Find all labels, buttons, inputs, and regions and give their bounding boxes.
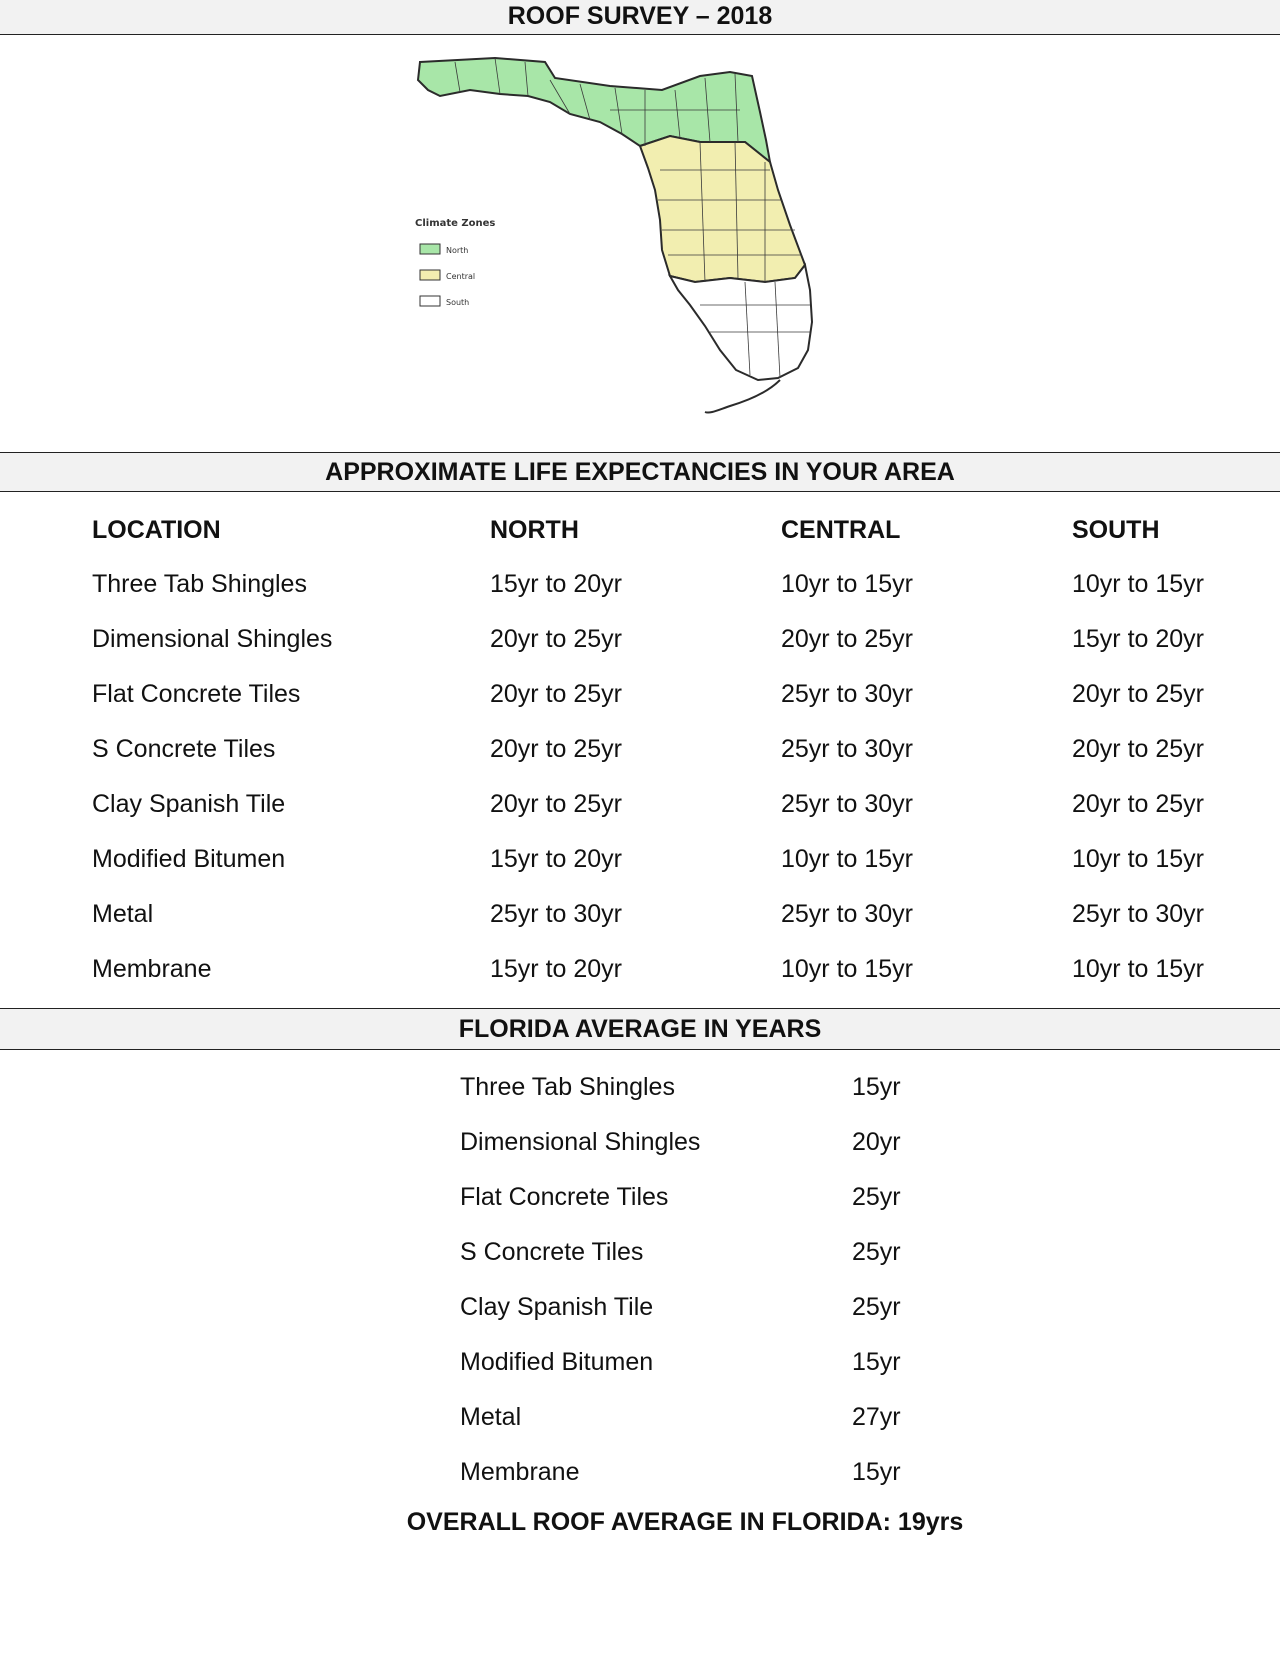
cell-location: Dimensional Shingles (92, 625, 333, 653)
legend-swatch-central (420, 270, 440, 280)
cell-average-years: 15yr (852, 1073, 901, 1101)
florida-climate-zone-map (400, 50, 870, 430)
overall-average: OVERALL ROOF AVERAGE IN FLORIDA: 19yrs (406, 1508, 964, 1536)
cell-average-years: 25yr (852, 1183, 901, 1211)
cell-location: Modified Bitumen (92, 845, 286, 873)
cell-roof-type: Metal (460, 1403, 522, 1431)
table-row (92, 667, 1272, 722)
page-title: ROOF SURVEY – 2018 (0, 0, 1280, 35)
cell-south: 25yr to 30yr (1072, 900, 1205, 928)
cell-south: 10yr to 15yr (1072, 570, 1205, 598)
florida-average-header: FLORIDA AVERAGE IN YEARS (0, 1008, 1280, 1050)
map-legend-title: Climate Zones (415, 218, 496, 229)
table-row (460, 1060, 972, 1115)
cell-location: Metal (92, 900, 154, 928)
legend-label-south: South (446, 298, 470, 307)
table-row (460, 1225, 972, 1280)
cell-average-years: 25yr (852, 1293, 901, 1321)
cell-north: 15yr to 20yr (490, 845, 623, 873)
cell-central: 25yr to 30yr (781, 735, 914, 763)
table-row (92, 612, 1272, 667)
table-row (92, 722, 1272, 777)
cell-central: 25yr to 30yr (781, 790, 914, 818)
legend-label-central: Central (446, 272, 476, 281)
table-row (92, 942, 1272, 997)
table-row (460, 1115, 972, 1170)
legend-label-north: North (446, 246, 469, 255)
table-row (92, 777, 1272, 832)
cell-south: 15yr to 20yr (1072, 625, 1205, 653)
cell-roof-type: Modified Bitumen (460, 1348, 654, 1376)
cell-south: 20yr to 25yr (1072, 790, 1205, 818)
cell-central: 10yr to 15yr (781, 955, 914, 983)
cell-roof-type: Flat Concrete Tiles (460, 1183, 669, 1211)
cell-roof-type: Three Tab Shingles (460, 1073, 675, 1101)
cell-average-years: 20yr (852, 1128, 901, 1156)
cell-roof-type: Dimensional Shingles (460, 1128, 701, 1156)
table-row (460, 1445, 972, 1500)
column-header-south: SOUTH (1072, 515, 1160, 544)
column-header-location: LOCATION (92, 515, 221, 544)
cell-location: Flat Concrete Tiles (92, 680, 301, 708)
table-row (460, 1170, 972, 1225)
life-table-header-row (92, 503, 1272, 557)
cell-south: 10yr to 15yr (1072, 955, 1205, 983)
cell-north: 15yr to 20yr (490, 570, 623, 598)
cell-central: 10yr to 15yr (781, 570, 914, 598)
cell-location: Three Tab Shingles (92, 570, 307, 598)
life-expectancy-header: APPROXIMATE LIFE EXPECTANCIES IN YOUR AREA (0, 452, 1280, 492)
cell-central: 10yr to 15yr (781, 845, 914, 873)
florida-average-table (460, 1060, 972, 1500)
cell-north: 20yr to 25yr (490, 680, 623, 708)
legend-swatch-south (420, 296, 440, 306)
life-expectancy-table (92, 503, 1272, 997)
column-header-north: NORTH (490, 515, 579, 544)
cell-north: 20yr to 25yr (490, 625, 623, 653)
cell-average-years: 15yr (852, 1458, 901, 1486)
cell-central: 20yr to 25yr (781, 625, 914, 653)
cell-average-years: 27yr (852, 1403, 901, 1431)
cell-north: 20yr to 25yr (490, 790, 623, 818)
cell-roof-type: Membrane (460, 1458, 580, 1486)
cell-north: 20yr to 25yr (490, 735, 623, 763)
florida-map-graphic (400, 50, 870, 430)
table-row (92, 832, 1272, 887)
cell-north: 25yr to 30yr (490, 900, 623, 928)
cell-location: S Concrete Tiles (92, 735, 276, 763)
cell-central: 25yr to 30yr (781, 680, 914, 708)
cell-south: 20yr to 25yr (1072, 735, 1205, 763)
table-row (92, 557, 1272, 612)
cell-roof-type: S Concrete Tiles (460, 1238, 644, 1266)
cell-central: 25yr to 30yr (781, 900, 914, 928)
cell-north: 15yr to 20yr (490, 955, 623, 983)
central-zone-region (640, 136, 805, 282)
cell-average-years: 15yr (852, 1348, 901, 1376)
cell-roof-type: Clay Spanish Tile (460, 1293, 654, 1321)
cell-south: 20yr to 25yr (1072, 680, 1205, 708)
table-row (460, 1280, 972, 1335)
table-row (92, 887, 1272, 942)
florida-keys-line (705, 380, 780, 413)
legend-swatch-north (420, 244, 440, 254)
cell-location: Clay Spanish Tile (92, 790, 286, 818)
cell-average-years: 25yr (852, 1238, 901, 1266)
south-zone-region (670, 265, 812, 380)
cell-south: 10yr to 15yr (1072, 845, 1205, 873)
table-row (460, 1390, 972, 1445)
cell-location: Membrane (92, 955, 212, 983)
column-header-central: CENTRAL (781, 515, 901, 544)
table-row (460, 1335, 972, 1390)
